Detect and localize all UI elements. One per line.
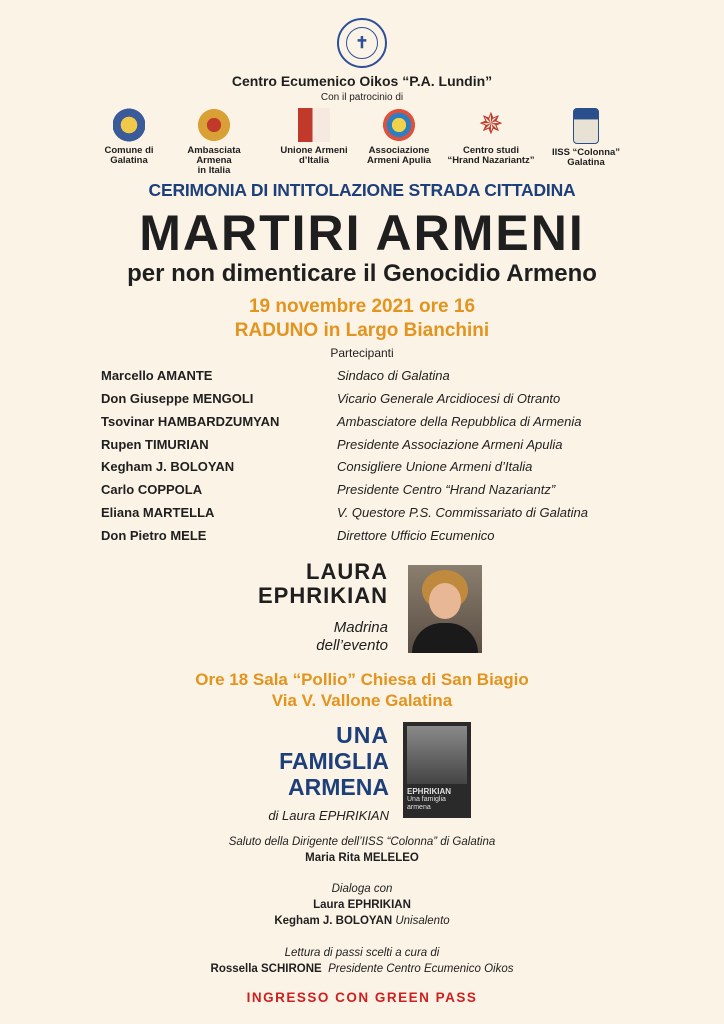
godmother-last-name: EPHRIKIAN <box>257 583 388 608</box>
greeting-text: Saluto della Dirigente dell’IISS “Colonna” di Galatina <box>228 836 496 848</box>
cover-title: Una famiglia armena <box>407 796 446 811</box>
participant-name: Don Pietro MELE <box>101 528 207 543</box>
organization-name: Centro Ecumenico Oikos “P.A. Lundin” <box>231 73 493 89</box>
association-seal-icon <box>383 108 415 142</box>
participant-role: Ambasciatore della Repubblica di Armenia <box>337 414 582 429</box>
godmother-name <box>258 560 388 608</box>
participant-row <box>101 437 661 459</box>
dialogue-label: Dialoga con <box>331 883 393 895</box>
patron-label-line2: Armeni Apulia <box>366 155 432 166</box>
patron-label-line2: d’Italia <box>298 155 330 166</box>
participant-role: Presidente Centro “Hrand Nazariantz” <box>337 482 556 497</box>
participant-name: Eliana MARTELLA <box>101 505 215 520</box>
event-meeting-point: RADUNO in Largo Bianchini <box>234 320 490 341</box>
participant-name: Carlo COPPOLA <box>101 482 203 497</box>
participant-row <box>101 528 661 550</box>
patron-label-line1: IISS “Colonna” <box>551 147 621 158</box>
dialogue-person1: Laura EPHRIKIAN <box>313 899 411 911</box>
patron-comune-galatina <box>84 108 174 166</box>
dialogue-person2-affiliation: Unisalento <box>395 915 450 927</box>
participant-role: Sindaco di Galatina <box>337 368 450 383</box>
godmother-role <box>316 619 388 655</box>
reading-person-line <box>0 963 724 975</box>
participant-row <box>101 368 661 390</box>
patron-ambasciata <box>169 108 259 176</box>
book-title-word1: UNA <box>336 722 389 748</box>
book-title-word2: FAMIGLIA <box>279 748 389 774</box>
patron-iiss-colonna <box>541 108 631 168</box>
event-subtitle: per non dimenticare il Genocidio Armeno <box>127 260 597 287</box>
participant-row <box>101 482 661 504</box>
dialogue-person2-line <box>0 915 724 927</box>
event-date: 19 novembre 2021 ore 16 <box>248 296 476 317</box>
coat-of-arms-icon <box>113 108 145 142</box>
participant-row <box>101 414 661 436</box>
book-cover <box>403 722 471 818</box>
godmother-portrait <box>408 565 482 653</box>
greeting-person: Maria Rita MELELEO <box>305 852 419 864</box>
patron-label-line2: in Italia <box>197 165 231 176</box>
patronage-label: Con il patrocinio di <box>320 92 404 103</box>
patron-label-line1: Ambasciata Armena <box>187 145 241 166</box>
participant-role: Direttore Ufficio Ecumenico <box>337 528 495 543</box>
participant-name: Marcello AMANTE <box>101 368 213 383</box>
patron-label-line1: Comune di <box>104 145 154 156</box>
book-title-word3: ARMENA <box>288 774 389 800</box>
patron-label-line2: Galatina <box>567 157 605 168</box>
event-title: MARTIRI ARMENI <box>139 205 585 261</box>
reading-label: Lettura di passi scelti a cura di <box>284 947 440 959</box>
participant-name: Rupen TIMURIAN <box>101 437 209 452</box>
godmother-role-line1: Madrina <box>333 619 388 636</box>
godmother-first-name: LAURA <box>306 559 388 584</box>
participant-name: Don Giuseppe MENGOLI <box>101 391 254 406</box>
participant-role: Consigliere Unione Armeni d’Italia <box>337 459 533 474</box>
reading-person-role: Presidente Centro Ecumenico Oikos <box>328 963 514 975</box>
ua-logo-icon <box>298 108 330 142</box>
participant-name: Kegham J. BOLOYAN <box>101 459 235 474</box>
participant-role: Presidente Associazione Armeni Apulia <box>337 437 563 452</box>
participant-row <box>101 459 661 481</box>
entry-requirement: INGRESSO CON GREEN PASS <box>246 990 478 1005</box>
patron-centro-studi <box>446 108 536 166</box>
patron-label-line2: “Hrand Nazariantz” <box>447 155 535 166</box>
participant-role: V. Questore P.S. Commissariato di Galatina <box>337 505 588 520</box>
patron-armeni-apulia <box>354 108 444 166</box>
patron-label-line1: Centro studi <box>463 145 519 156</box>
oikos-seal-logo <box>337 18 387 68</box>
second-event-time-place: Ore 18 Sala “Pollio” Chiesa di San Biagio <box>195 670 529 689</box>
cross-icon: ✝ <box>346 27 378 59</box>
patron-label-line1: Unione Armeni <box>280 145 348 156</box>
cover-author: EPHRIKIAN <box>407 787 452 796</box>
armenian-emblem-icon <box>198 108 230 142</box>
cover-photo <box>407 726 467 784</box>
reading-person: Rossella SCHIRONE <box>210 963 322 975</box>
second-event-address: Via V. Vallone Galatina <box>271 691 453 710</box>
dialogue-person2: Kegham J. BOLOYAN <box>274 915 393 927</box>
godmother-role-line2: dell’evento <box>316 637 388 654</box>
participant-row <box>101 505 661 527</box>
participant-name: Tsovinar HAMBARDZUMYAN <box>101 414 280 429</box>
participant-row <box>101 391 661 413</box>
school-shield-icon <box>573 108 599 144</box>
patron-label-line1: Associazione <box>368 145 430 156</box>
participants-label: Partecipanti <box>330 346 394 360</box>
patron-label-line2: Galatina <box>110 155 148 166</box>
book-author: di Laura EPHRIKIAN <box>268 808 389 823</box>
participant-role: Vicario Generale Arcidiocesi di Otranto <box>337 391 561 406</box>
patron-unione-armeni <box>269 108 359 166</box>
compass-rose-icon: ✵ <box>478 108 504 141</box>
book-title <box>279 722 389 800</box>
ceremony-heading: CERIMONIA DI INTITOLAZIONE STRADA CITTADINA <box>148 180 576 200</box>
